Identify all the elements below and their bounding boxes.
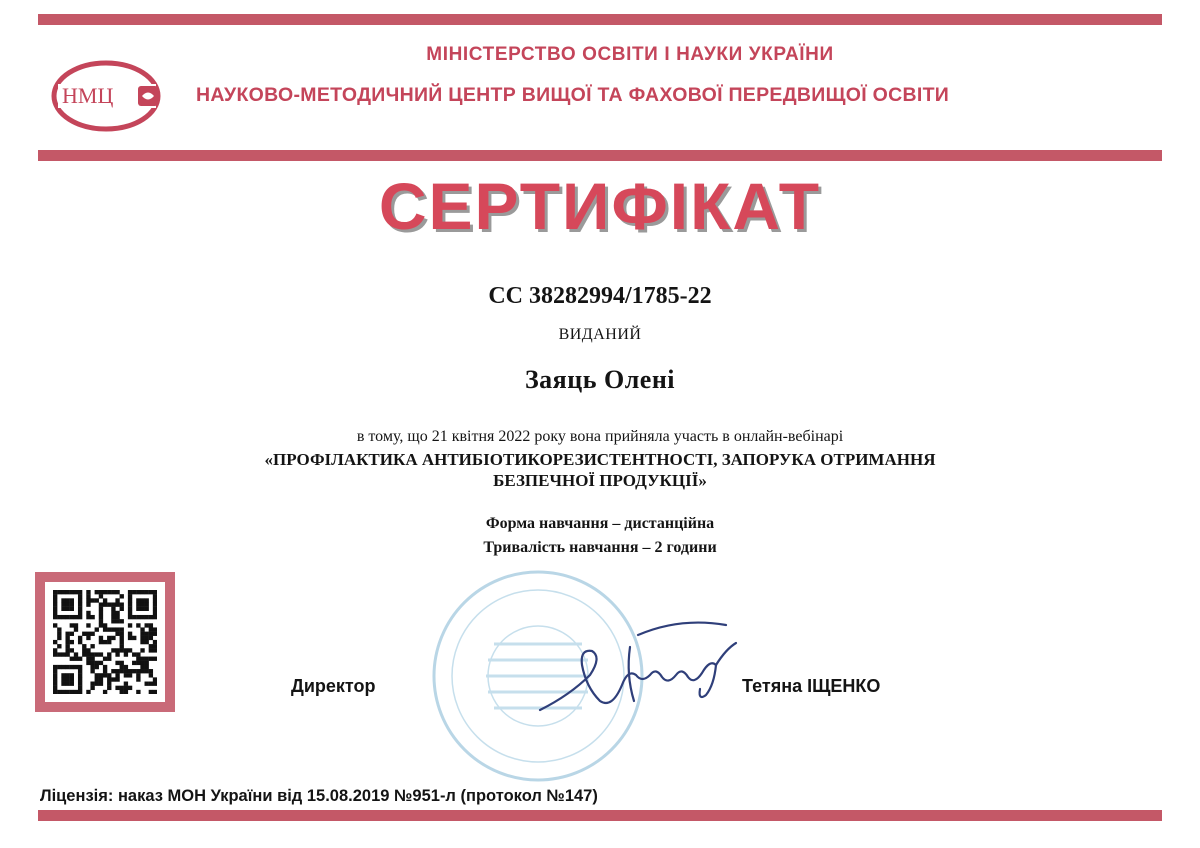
recipient-name: Заяць Олені	[524, 365, 676, 394]
study-form: Форма навчання – дистанційна	[485, 515, 715, 532]
director-title: Директор	[291, 676, 376, 696]
bottom-decorative-bar	[38, 810, 1162, 821]
handwritten-signature-icon	[530, 605, 760, 725]
qr-code-frame	[35, 572, 175, 712]
header-divider-bar	[38, 150, 1162, 161]
certificate-title: СЕРТИФІКАТ	[378, 169, 822, 243]
svg-text:НМЦ: НМЦ	[62, 83, 114, 108]
certificate-number: СС 38282994/1785-22	[488, 283, 712, 309]
study-duration: Тривалість навчання – 2 години	[483, 539, 717, 556]
issued-label: ВИДАНИЙ	[558, 326, 642, 343]
nmc-logo-icon	[48, 56, 188, 146]
director-name: Тетяна ІЩЕНКО	[742, 676, 881, 696]
participation-statement: в тому, що 21 квітня 2022 року вона прийняла участь в онлайн-вебінарі	[356, 428, 844, 445]
top-decorative-bar	[38, 14, 1162, 25]
qr-code-icon	[45, 582, 165, 702]
center-name: НАУКОВО-МЕТОДИЧНИЙ ЦЕНТР ВИЩОЇ ТА ФАХОВОЇ ПЕРЕДВИЩОЇ ОСВІТИ	[196, 84, 950, 106]
license-info: Ліцензія: наказ МОН України від 15.08.2019 №951-л (протокол №147)	[40, 787, 598, 805]
webinar-title-line-1: «ПРОФІЛАКТИКА АНТИБІОТИКОРЕЗИСТЕНТНОСТІ, ЗАПОРУКА ОТРИМАННЯ	[264, 450, 936, 469]
webinar-title-line-2: БЕЗПЕЧНОЇ ПРОДУКЦІЇ»	[493, 471, 707, 490]
ministry-name: МІНІСТЕРСТВО ОСВІТИ І НАУКИ УКРАЇНИ	[426, 44, 834, 65]
